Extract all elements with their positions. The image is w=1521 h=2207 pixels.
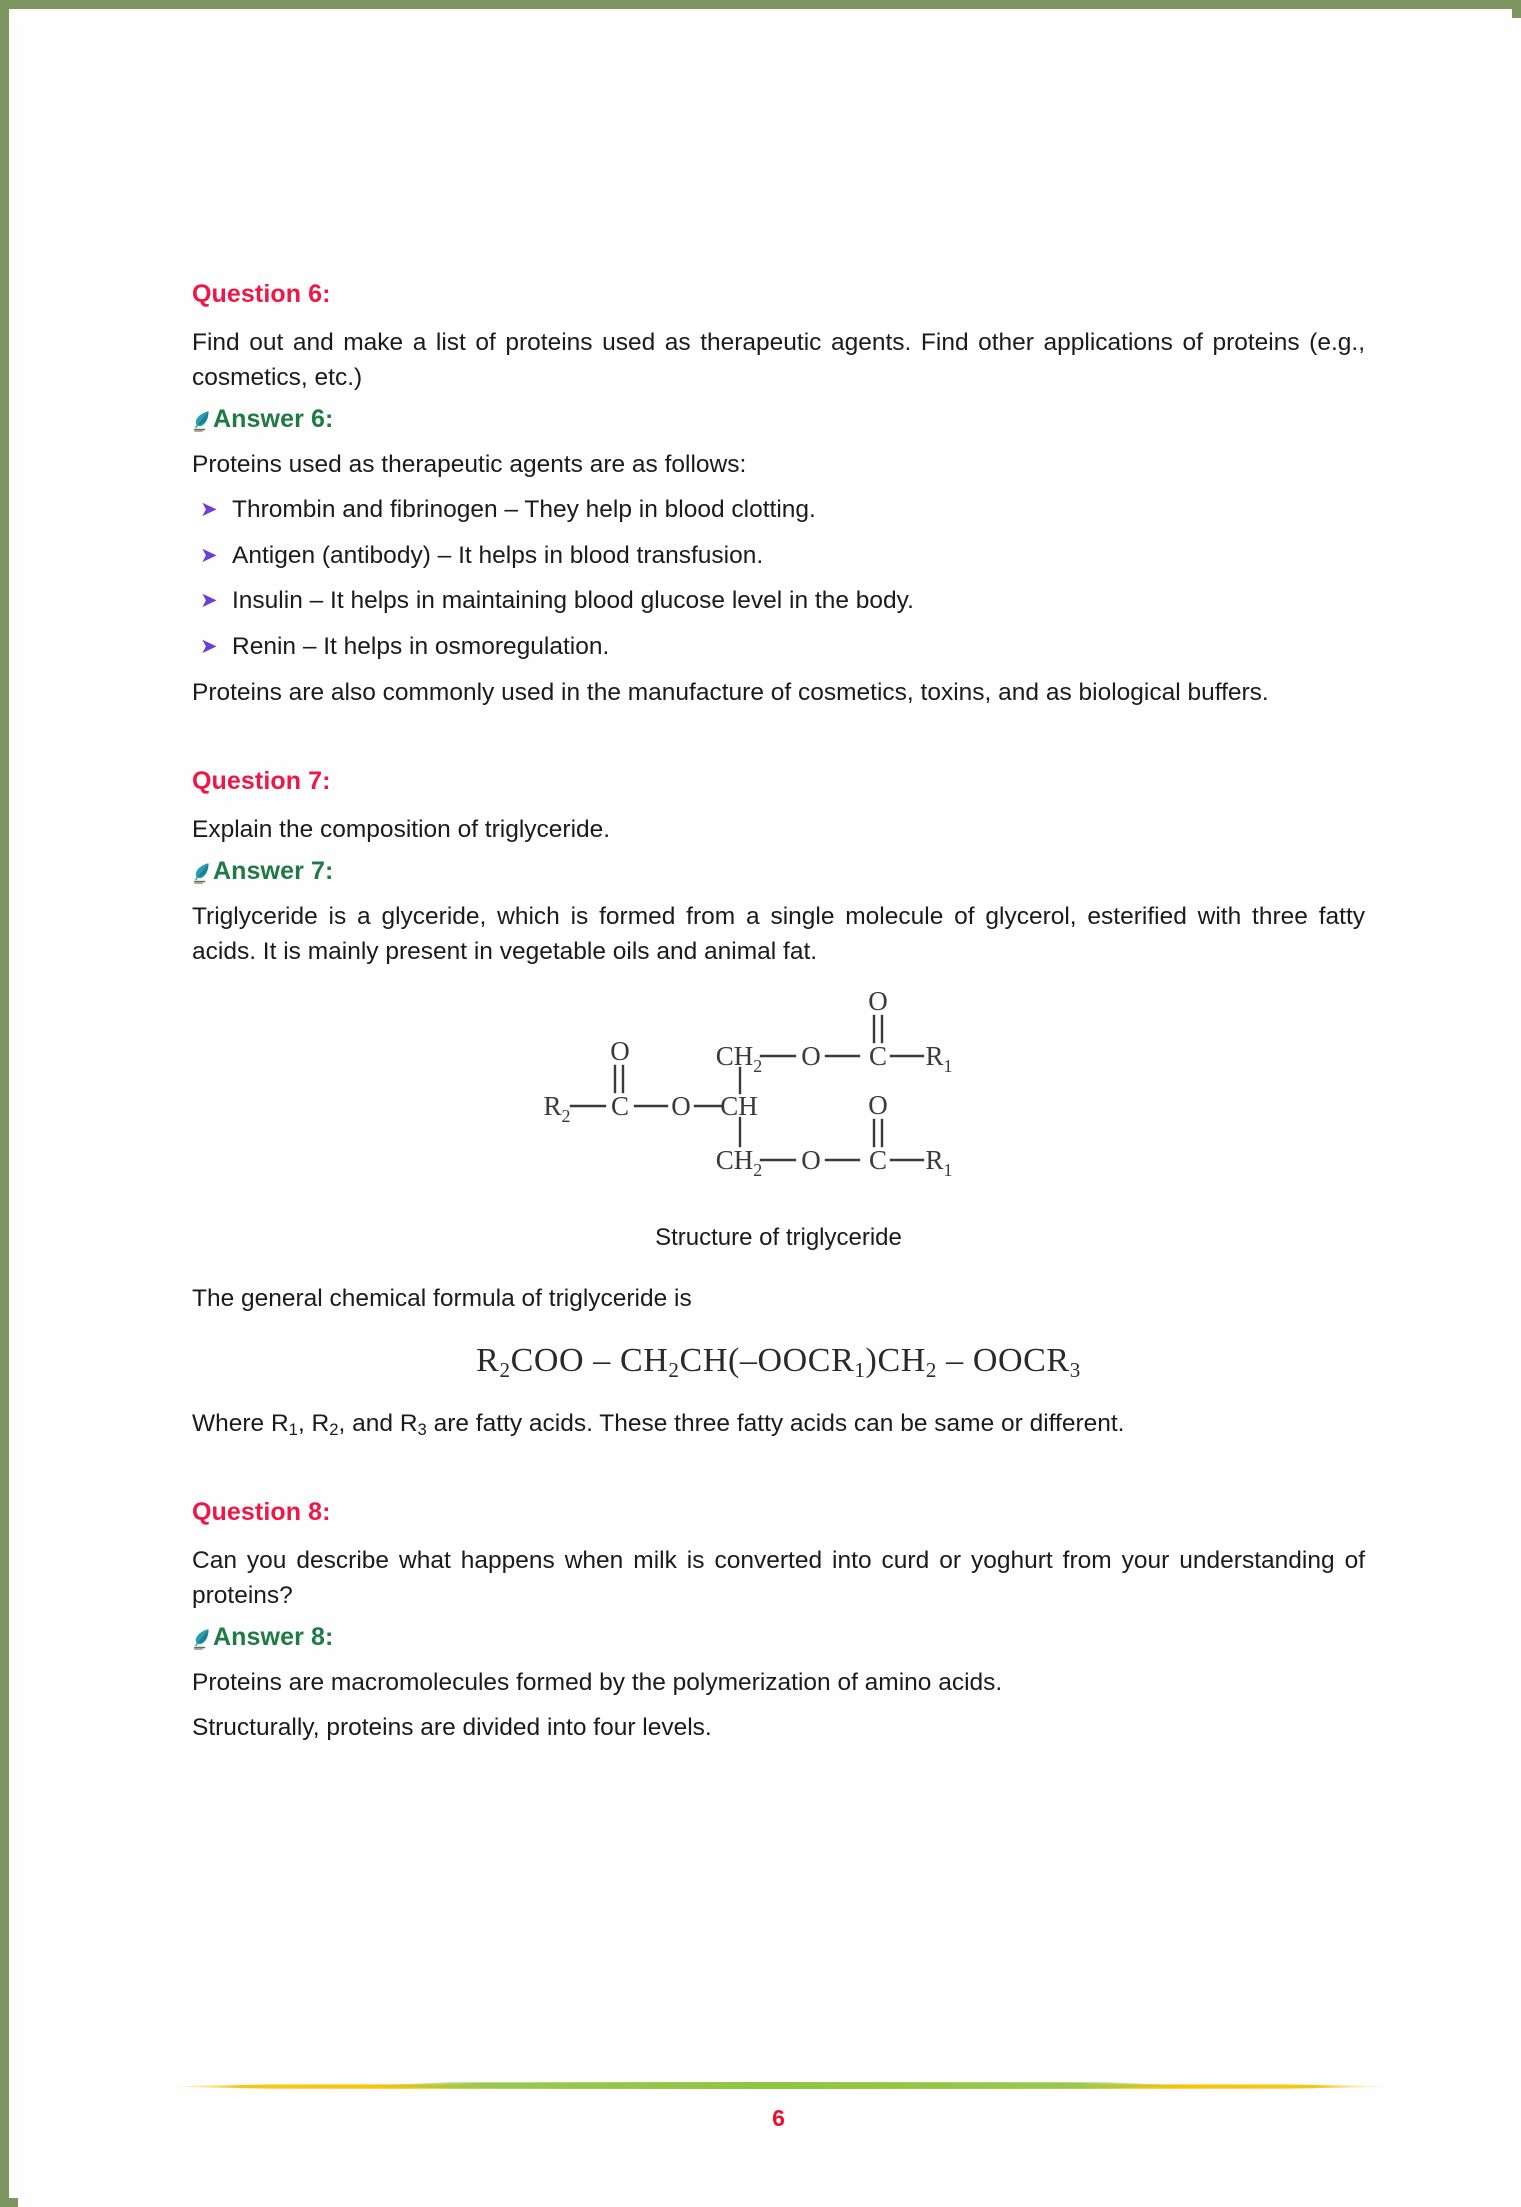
closing-part: , R	[297, 1410, 330, 1438]
answer-7-heading	[192, 857, 1365, 886]
section-spacer	[192, 721, 1365, 767]
bullet-arrow-icon: ➤	[200, 543, 218, 567]
answer-6-bullet-list	[192, 493, 1365, 665]
question-6-text: Find out and make a list of proteins used as therapeutic agents. Find other applications of proteins (e.g., cosmetics, etc.)	[192, 328, 1365, 391]
quill-pen-icon	[192, 1627, 212, 1651]
list-item-label: Insulin – It helps in maintaining blood glucose level in the body.	[232, 587, 914, 615]
triglyceride-figure	[192, 988, 1365, 1252]
svg-text:O: O	[800, 1144, 821, 1175]
section-question-8	[192, 1498, 1365, 1746]
list-item-label: Renin – It helps in osmoregulation.	[232, 633, 610, 661]
footer-bar-green	[365, 2082, 1191, 2089]
answer-8-label: Answer 8:	[213, 1623, 334, 1652]
svg-text:CH2: $CH_2$	[715, 1040, 762, 1076]
formula-part: )CH	[865, 1342, 926, 1380]
section-question-7	[192, 767, 1365, 1442]
svg-text:O: O	[867, 987, 888, 1016]
document-content	[192, 280, 1365, 1756]
figure-spacer	[192, 1252, 1365, 1282]
closing-part: are fatty acids. These three fatty acids can be same or different.	[426, 1410, 1125, 1438]
list-item-label: Thrombin and fibrinogen – They help in blood clotting.	[232, 495, 816, 523]
list-item	[192, 539, 1365, 574]
triglyceride-structure	[192, 988, 1365, 1218]
formula-part: COO – CH	[510, 1342, 669, 1380]
quill-pen-icon	[192, 409, 212, 433]
closing-sub: 1	[288, 1420, 298, 1440]
closing-sub: 3	[417, 1420, 427, 1440]
svg-text:R1: $R_1$	[924, 1040, 953, 1076]
answer-6-closing: Proteins are also commonly used in the manufacture of cosmetics, toxins, and as biological buffers.	[192, 678, 1269, 706]
svg-text:C: C	[868, 1144, 887, 1175]
section-question-6	[192, 280, 1365, 711]
closing-part: , and R	[338, 1410, 418, 1438]
question-8-heading: Question 8:	[192, 1498, 331, 1527]
formula-part: – OOCR	[937, 1342, 1070, 1380]
answer-7-intro: Triglyceride is a glyceride, which is formed from a single molecule of glycerol, esterified with three fatty acids. It is mainly present in vegetable oils and animal fat.	[192, 903, 1365, 965]
page-footer	[27, 2075, 1521, 2155]
footer-divider	[27, 2075, 1521, 2097]
answer-8-line-1: Proteins are macromolecules formed by the polymerization of amino acids.	[192, 1669, 1003, 1697]
formula-sub: 2	[499, 1358, 511, 1383]
answer-6-heading	[192, 405, 1365, 434]
page-canvas	[18, 18, 1521, 2207]
list-item	[192, 584, 1365, 619]
svg-text:C: C	[610, 1090, 629, 1121]
svg-text:CH: CH	[719, 1090, 758, 1121]
svg-text:O: O	[609, 1035, 630, 1066]
figure-caption: Structure of triglyceride	[655, 1223, 902, 1251]
formula-part: R	[476, 1342, 500, 1380]
formula-part: CH(–OOCR	[679, 1342, 855, 1380]
question-7-heading: Question 7:	[192, 766, 331, 795]
answer-6-intro: Proteins used as therapeutic agents are as follows:	[192, 451, 747, 479]
svg-text:CH2: $CH_2$	[715, 1144, 762, 1180]
quill-pen-icon	[192, 861, 212, 885]
question-8-text: Can you describe what happens when milk is converted into curd or yoghurt from your understanding of proteins?	[192, 1546, 1365, 1609]
triglyceride-general-formula	[192, 1342, 1365, 1383]
formula-sub: 2	[925, 1358, 938, 1383]
question-6-heading: Question 6:	[192, 280, 331, 308]
svg-text:O: O	[800, 1040, 821, 1071]
formula-sub: 3	[1069, 1358, 1081, 1383]
answer-8-line-2: Structurally, proteins are divided into four levels.	[192, 1713, 712, 1741]
closing-sub: 2	[329, 1420, 339, 1440]
bullet-arrow-icon: ➤	[200, 589, 218, 613]
svg-text:R1: $R_1$	[924, 1144, 953, 1180]
section-spacer	[192, 1452, 1365, 1498]
svg-text:O: O	[670, 1090, 691, 1121]
bullet-arrow-icon: ➤	[200, 635, 218, 659]
formula-lead-text: The general chemical formula of triglyceride is	[192, 1284, 692, 1312]
list-item-label: Antigen (antibody) – It helps in blood transfusion.	[232, 541, 764, 569]
formula-sub: 2	[668, 1358, 680, 1383]
page-number: 6	[772, 2105, 785, 2131]
answer-7-label: Answer 7:	[213, 857, 334, 886]
formula-sub: 1	[854, 1358, 866, 1383]
svg-text:O: O	[867, 1089, 888, 1120]
bullet-arrow-icon: ➤	[200, 497, 218, 521]
list-item	[192, 630, 1365, 665]
svg-text:C: C	[868, 1040, 887, 1071]
answer-7-closing	[192, 1407, 1365, 1442]
svg-text:R2: $R_2$	[542, 1090, 571, 1126]
footer-gradient-bar	[171, 2076, 1386, 2096]
question-7-text: Explain the composition of triglyceride.	[192, 815, 611, 843]
closing-part: Where R	[192, 1410, 289, 1438]
answer-8-heading	[192, 1623, 1365, 1652]
answer-6-label: Answer 6:	[213, 405, 334, 434]
list-item	[192, 493, 1365, 528]
